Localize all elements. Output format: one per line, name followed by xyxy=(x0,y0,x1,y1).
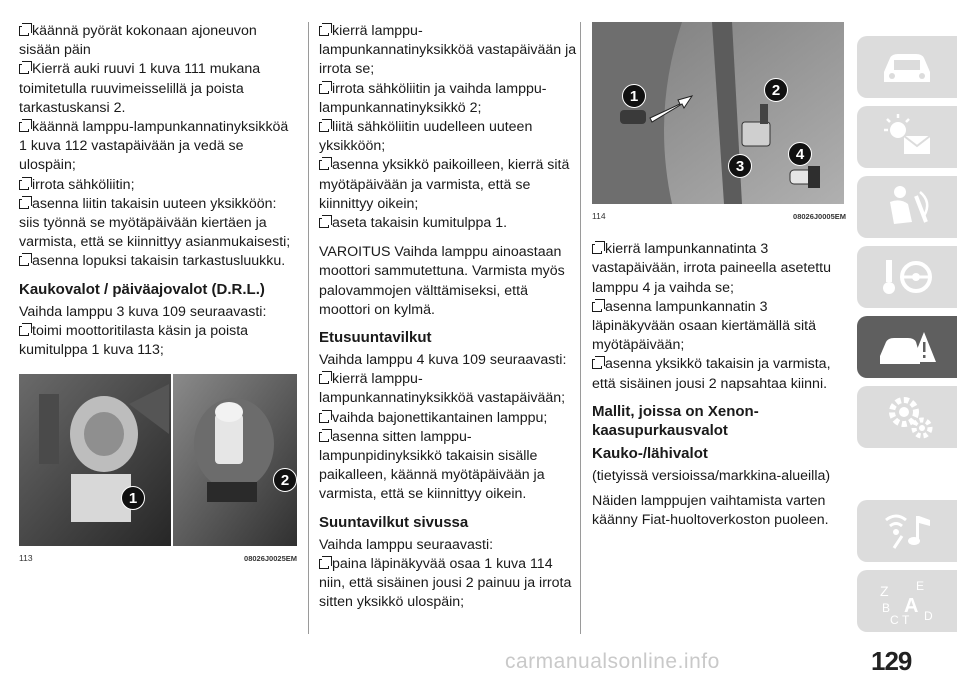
checkbox-bullet-icon xyxy=(19,199,29,209)
chapter-tab-index[interactable] xyxy=(857,570,957,632)
list-item: vaihda bajonettikantainen lamppu; xyxy=(319,409,577,428)
list-item: kierrä lamppu-lampunkannatinyksikköä vastapäivään; xyxy=(319,371,566,407)
checkbox-bullet-icon xyxy=(19,326,29,336)
checkbox-bullet-icon xyxy=(592,359,602,369)
chapter-tab-safety[interactable] xyxy=(857,176,957,238)
checkbox-bullet-icon xyxy=(319,84,329,94)
chapter-tab-warning-lights[interactable] xyxy=(857,106,957,168)
callout-1: 1 xyxy=(622,84,646,108)
checkbox-bullet-icon xyxy=(319,432,329,442)
figure-code: 08026J0025EM xyxy=(244,554,297,564)
breakdown-icon xyxy=(876,322,938,372)
figure-caption xyxy=(19,546,297,568)
column-3 xyxy=(592,22,846,530)
section-heading: Suuntavilkut sivussa xyxy=(319,513,469,531)
list-item: käännä lamppu-lampunkannatinyksikköä 1 kuva 112 vastapäivään ja vedä se ulospäin; xyxy=(19,119,289,174)
index-letters-icon xyxy=(876,576,938,626)
side-indicator-illustration xyxy=(592,22,844,204)
paragraph: Näiden lamppujen vaihtamista varten käänny Fiat-huoltoverkoston puoleen. xyxy=(592,493,829,529)
figure-caption xyxy=(592,204,846,226)
index-letter-e: E xyxy=(916,579,925,593)
section-heading: Etusuuntavilkut xyxy=(319,329,432,347)
list-item: kierrä lampunkannatinta 3 vastapäivään, irrota paineella asetettu lamppu 4 ja vaihda se; xyxy=(592,241,831,296)
checkbox-bullet-icon xyxy=(19,64,29,74)
figure-image xyxy=(19,374,297,546)
car-dashboard-icon xyxy=(876,42,938,92)
checkbox-bullet-icon xyxy=(319,559,329,569)
list-item: kierrä lamppu-lampunkannatinyksikköä vastapäivään ja irrota se; xyxy=(319,23,577,78)
list-item: irrota sähköliitin ja vaihda lamppu-lampunkannatinyksikkö 2; xyxy=(319,80,547,116)
list-item: asenna lampunkannatin 3 läpinäkyvään osaan kiertämällä sitä myötäpäivään; xyxy=(592,298,816,354)
multimedia-icon xyxy=(876,506,938,556)
list-item: irrota sähköliitin; xyxy=(19,176,297,195)
list-item: asenna yksikkö takaisin ja varmista, että sisäinen jousi 2 napsahtaa kiinni. xyxy=(592,356,831,392)
warning-lights-icon xyxy=(876,112,938,162)
paragraph: Vaihda lamppu 4 kuva 109 seuraavasti: xyxy=(319,352,567,369)
list-item: liitä sähköliitin uudelleen uuteen yksikköön; xyxy=(319,119,533,155)
page-number: 129 xyxy=(871,646,912,676)
service-gears-icon xyxy=(876,392,938,442)
seatbelt-airbag-icon xyxy=(876,182,938,232)
callout-4: 4 xyxy=(788,142,812,166)
list-item: Kierrä auki ruuvi 1 kuva 111 mukana toimitetulla ruuvimeisselillä ja poista tarkastuskansi 2. xyxy=(19,61,261,116)
chapter-tab-starting-driving[interactable] xyxy=(857,246,957,308)
index-letter-t: T xyxy=(902,613,910,626)
section-heading: Kaukovalot / päiväajovalot (D.R.L.) xyxy=(19,280,265,298)
paragraph: Vaihda lamppu seuraavasti: xyxy=(319,536,494,553)
checkbox-bullet-icon xyxy=(592,244,602,254)
chapter-tab-emergency[interactable] xyxy=(857,316,957,378)
key-steering-icon xyxy=(876,252,938,302)
checkbox-bullet-icon xyxy=(319,26,329,36)
checkbox-bullet-icon xyxy=(19,180,29,190)
paragraph: (tietyissä versioissa/markkina-alueilla) xyxy=(592,467,831,484)
figure-image xyxy=(592,22,844,204)
figure-code: 08026J0005EM xyxy=(793,212,846,221)
callout-1: 1 xyxy=(121,486,145,510)
chapter-tab-dashboard[interactable] xyxy=(857,36,957,98)
figure-number: 113 xyxy=(19,553,33,564)
checkbox-bullet-icon xyxy=(319,374,329,384)
index-letter-a: A xyxy=(904,595,919,617)
column-divider xyxy=(308,22,309,634)
callout-2: 2 xyxy=(273,468,297,492)
list-item: asenna sitten lamppu-lampunpidinyksikkö takaisin sisälle paikalleen, käännä myötäpäivään ja varmista, että se kiinnittyy oikein. xyxy=(319,428,545,503)
column-1 xyxy=(19,22,297,568)
index-letter-c: C xyxy=(890,613,899,626)
section-subheading: Kauko-/lähivalot xyxy=(592,444,708,462)
section-heading: Mallit, joissa on Xenon-kaasupurkausvalot xyxy=(592,402,759,439)
chapter-tab-multimedia[interactable] xyxy=(857,500,957,562)
figure-number: 114 xyxy=(592,211,606,221)
list-item: aseta takaisin kumitulppa 1. xyxy=(319,214,577,233)
list-item: käännä pyörät kokonaan ajoneuvon sisään päin xyxy=(19,23,257,59)
engine-bay-illustration xyxy=(19,374,297,546)
column-2 xyxy=(319,22,577,612)
checkbox-bullet-icon xyxy=(19,26,29,36)
paragraph: Vaihda lamppu 3 kuva 109 seuraavasti: xyxy=(19,303,267,320)
chapter-tab-maintenance[interactable] xyxy=(857,386,957,448)
checkbox-bullet-icon xyxy=(319,160,329,170)
checkbox-bullet-icon xyxy=(19,122,29,132)
list-item: paina läpinäkyvää osaa 1 kuva 114 niin, että sisäinen jousi 2 painuu ja irrota sitten yksikkö ulospäin; xyxy=(319,555,572,611)
checkbox-bullet-icon xyxy=(319,122,329,132)
figure-114 xyxy=(592,22,846,226)
watermark: carmanualsonline.info xyxy=(505,650,720,673)
checkbox-bullet-icon xyxy=(19,256,29,266)
callout-2: 2 xyxy=(764,78,788,102)
index-letter-d: D xyxy=(924,609,933,623)
checkbox-bullet-icon xyxy=(592,302,602,312)
list-item: asenna lopuksi takaisin tarkastusluukku. xyxy=(19,252,297,271)
callout-3: 3 xyxy=(728,154,752,178)
chapter-sidebar xyxy=(851,0,960,678)
col3-text xyxy=(592,240,846,530)
column-divider xyxy=(580,22,581,634)
list-item: asenna liitin takaisin uuteen yksikköön: siis työnnä se myötäpäivään kiertäen ja varmista, että se kiinnittyy asianmukaisesti; xyxy=(19,195,291,251)
list-item: toimi moottoritilasta käsin ja poista kumitulppa 1 kuva 113; xyxy=(19,322,249,359)
index-letter-b: B xyxy=(882,601,891,615)
figure-113 xyxy=(19,374,297,568)
list-item: asenna yksikkö paikoilleen, kierrä sitä myötäpäivään ja varmista, että se kiinnittyy oikein; xyxy=(319,157,570,212)
checkbox-bullet-icon xyxy=(319,413,329,423)
checkbox-bullet-icon xyxy=(319,218,329,228)
warning-text: VAROITUS Vaihda lamppu ainoastaan moottori sammutettuna. Varmista myös palovammojen välttämiseksi, että moottori on kylmä. xyxy=(319,244,565,318)
index-letter-z: Z xyxy=(880,583,889,599)
